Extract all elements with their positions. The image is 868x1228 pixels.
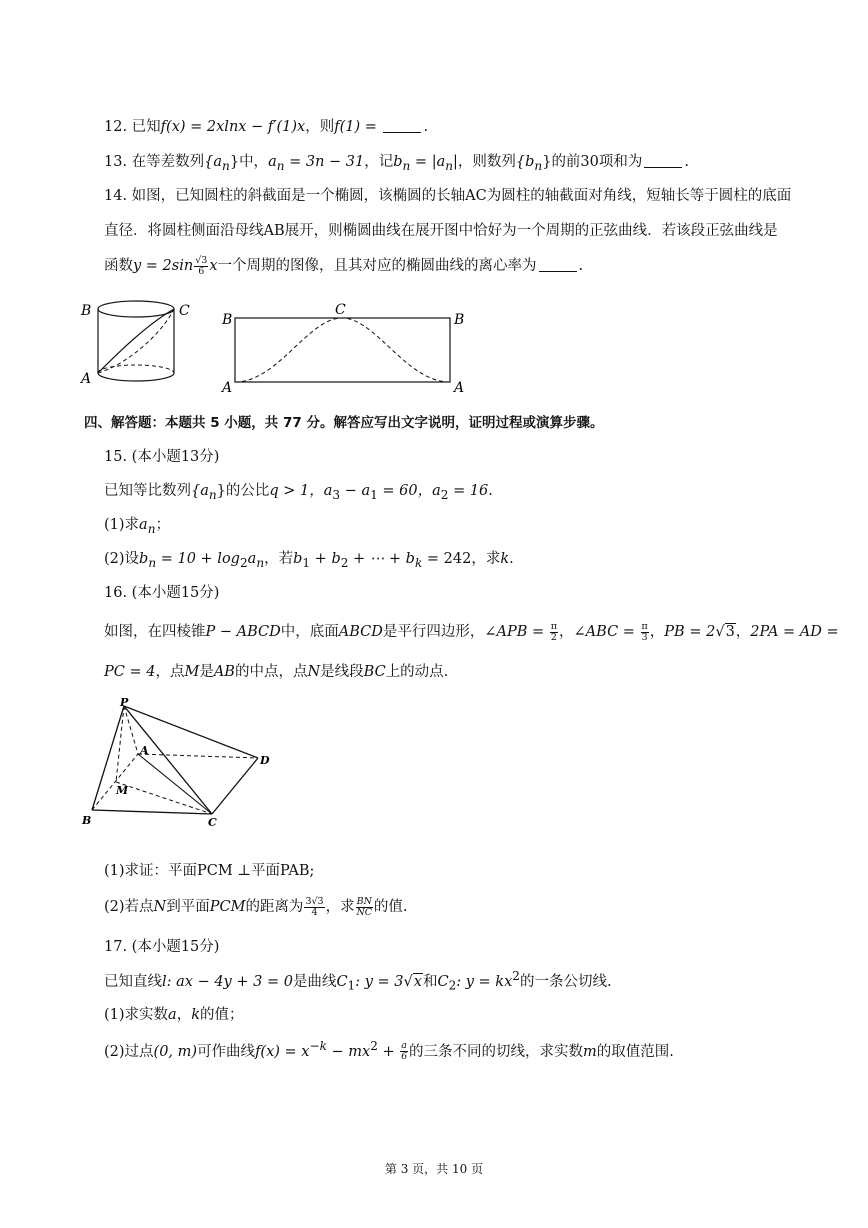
q16-line2: PC = 4，点M是AB的中点，点N是线段BC上的动点. bbox=[104, 664, 449, 680]
label-B-right: B bbox=[454, 312, 465, 328]
q15-line1: 已知等比数列$\{a_n\}$的公比q > 1，$a_3 - a_1 = 60$，$a_2 = 16$. bbox=[104, 483, 493, 502]
q13-line: 13. 在等差数列$\{a_n\}$中，$a_n = 3n - 31$，记$b_n = |a_n|$，则数列$\{b_n\}$的前30项和为 . bbox=[104, 154, 689, 173]
q14-line2: 直径．将圆柱侧面沿母线AB展开，则椭圆曲线在展开图中恰好为一个周期的正弦曲线．若该段正弦曲线是 bbox=[104, 223, 778, 239]
answer-blank bbox=[644, 153, 682, 168]
q15-part1: (1)求$a_n$； bbox=[104, 517, 170, 536]
q15-part2: (2)设$b_n = 10 + \log_2a_n$，若$b_1 + b_2$ + ⋯ + $b_k = 242$，求k. bbox=[104, 551, 514, 570]
fraction: $\frac{3√3}{4}$ bbox=[305, 895, 324, 918]
answer-blank bbox=[539, 257, 577, 272]
label-A-left: A bbox=[222, 380, 233, 395]
q17-part1: (1)求实数a，k的值； bbox=[104, 1007, 244, 1023]
label-B: B bbox=[82, 814, 92, 827]
q15-head: 15. (本小题13分) bbox=[104, 449, 220, 465]
label-A: A bbox=[81, 371, 92, 387]
q12-line: 12. 已知f(x) = 2xlnx − f′(1)x，则f(1) = . bbox=[104, 119, 429, 135]
label-B: B bbox=[81, 303, 92, 319]
fraction: $\frac{\pi}{2}$ bbox=[550, 620, 558, 643]
fraction: $\frac{BN}{NC}$ bbox=[356, 895, 373, 918]
label-B-left: B bbox=[222, 312, 233, 328]
answer-blank bbox=[383, 118, 421, 133]
q16-line1: 如图，在四棱锥P − ABCD中，底面ABCD是平行四边形，∠APB = $\frac{\pi}{2}$ ，∠ABC = $\frac{\pi}{3}$ ，PB = 2√3，2PA = AD = bbox=[104, 620, 839, 643]
label-C: C bbox=[208, 816, 217, 829]
fraction: $\frac{√3}{6}$ bbox=[195, 254, 208, 277]
q17-part2: (2)过点(0, m)可作曲线$f(x) = x^{-k} - mx^2$ + $\frac{a}{6}$ 的三条不同的切线，求实数m的取值范围. bbox=[104, 1039, 674, 1063]
unrolled-figure bbox=[218, 300, 478, 395]
cylinder-figure bbox=[76, 295, 196, 395]
fraction: $\frac{a}{6}$ bbox=[401, 1040, 408, 1063]
q16-part1: (1)求证：平面PCM ⊥平面PAB; bbox=[104, 863, 315, 879]
pyramid-figure bbox=[78, 694, 278, 834]
section-title: 四、解答题：本题共 5 小题，共 77 分。解答应写出文字说明，证明过程或演算步骤。 bbox=[84, 415, 604, 431]
q17-line1: 已知直线l: ax − 4y + 3 = 0是曲线$C_1$: y = 3√x和$C_2$: $y = kx^2$的一条公切线. bbox=[104, 969, 612, 993]
q14-line1: 14. 如图，已知圆柱的斜截面是一个椭圆，该椭圆的长轴AC为圆柱的轴截面对角线，短轴长等于圆柱的底面 bbox=[104, 188, 792, 204]
q16-part2: (2)若点N到平面PCM的距离为 $\frac{3√3}{4}$ ，求 $\frac{BN}{NC}$ 的值. bbox=[104, 895, 408, 918]
page-footer: 第 3 页，共 10 页 bbox=[384, 1162, 484, 1176]
label-C: C bbox=[335, 302, 346, 318]
q16-head: 16. (本小题15分) bbox=[104, 585, 220, 601]
q17-head: 17. (本小题15分) bbox=[104, 939, 220, 955]
label-M: M bbox=[116, 784, 129, 797]
label-D: D bbox=[260, 754, 270, 767]
q14-line3: 函数y = 2sin $\frac{√3}{6}$ x一个周期的图像，且其对应的椭圆曲线的离心率为 . bbox=[104, 254, 584, 277]
label-C: C bbox=[179, 303, 190, 319]
fraction: $\frac{\pi}{3}$ bbox=[641, 620, 648, 643]
label-A: A bbox=[140, 744, 149, 757]
label-P: P bbox=[120, 696, 129, 709]
label-A-right: A bbox=[454, 380, 465, 395]
